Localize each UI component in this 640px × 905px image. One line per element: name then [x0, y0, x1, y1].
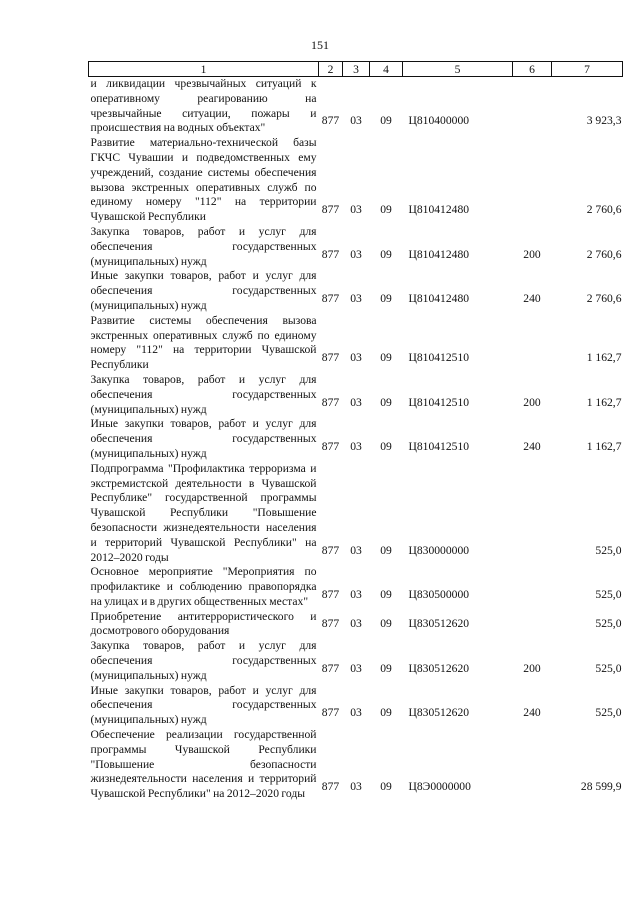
row-ministry-code: 877 — [321, 114, 340, 128]
row-subsection-code: 09 — [380, 351, 392, 365]
row-section-code: 03 — [350, 203, 362, 217]
row-expense-type — [513, 565, 552, 609]
table-row — [89, 639, 623, 683]
row-subsection-code: 09 — [380, 706, 392, 720]
row-amount: 525,0 — [595, 661, 622, 675]
column-header: 3 — [343, 62, 370, 77]
row-subsection-code: 09 — [380, 661, 392, 675]
row-description: Подпрограмма "Профилактика терроризма и экстремистской деятельности в Чувашской Республике" государственной программы Чувашской Республики "Повышение безопасности жизнедеятельности населения и территорий Чувашской Республики" на 2012–2020 годы — [90, 461, 317, 564]
row-section-code: 03 — [350, 395, 362, 409]
row-subsection-code: 09 — [380, 247, 392, 261]
row-section-code: 03 — [350, 114, 362, 128]
table-row — [89, 314, 623, 373]
row-subsection-code: 09 — [380, 587, 392, 601]
row-target-article: Ц830512620 — [408, 706, 470, 720]
row-description: Основное мероприятие "Мероприятия по профилактике и соблюдению правопорядка на улицах и в других общественных местах" — [90, 565, 317, 608]
table-row — [89, 565, 623, 609]
header-row — [89, 62, 623, 77]
table-row — [89, 684, 623, 728]
row-subsection-code: 09 — [380, 395, 392, 409]
row-section-code: 03 — [350, 247, 362, 261]
table-row — [89, 462, 623, 566]
row-target-article: Ц8Э0000000 — [408, 780, 471, 794]
row-subsection-code: 09 — [380, 543, 392, 557]
row-ministry-code: 877 — [321, 543, 340, 557]
row-expense-type: 200 — [523, 395, 541, 409]
table-row — [89, 77, 623, 137]
row-ministry-code: 877 — [321, 203, 340, 217]
row-subsection-code: 09 — [380, 617, 392, 631]
row-section-code: 03 — [350, 587, 362, 601]
row-expense-type — [513, 136, 552, 225]
row-target-article: Ц810412480 — [408, 247, 470, 261]
row-section-code: 03 — [350, 351, 362, 365]
row-section-code: 03 — [350, 291, 362, 305]
row-subsection-code: 09 — [380, 203, 392, 217]
row-amount: 2 760,6 — [586, 203, 622, 217]
table-row — [89, 373, 623, 417]
column-header: 6 — [513, 62, 552, 77]
row-target-article: Ц830000000 — [408, 543, 470, 557]
row-amount: 1 162,7 — [586, 395, 622, 409]
row-section-code: 03 — [350, 543, 362, 557]
row-amount: 2 760,6 — [586, 291, 622, 305]
row-target-article: Ц810412480 — [408, 203, 470, 217]
row-target-article: Ц810412510 — [408, 351, 470, 365]
table-row — [89, 417, 623, 461]
row-expense-type: 240 — [523, 439, 541, 453]
row-description: Приобретение антитеррористического и досмотрового оборудования — [90, 609, 317, 638]
row-amount: 525,0 — [595, 543, 622, 557]
row-expense-type: 200 — [523, 661, 541, 675]
row-expense-type: 240 — [523, 706, 541, 720]
row-ministry-code: 877 — [321, 291, 340, 305]
row-expense-type — [513, 728, 552, 802]
row-ministry-code: 877 — [321, 351, 340, 365]
row-ministry-code: 877 — [321, 706, 340, 720]
row-target-article: Ц830512620 — [408, 617, 470, 631]
row-description: Закупка товаров, работ и услуг для обеспечения государственных (муниципальных) нужд — [90, 639, 317, 682]
row-description: и ликвидации чрезвычайных ситуаций к оперативному реагированию на чрезвычайные ситуации, пожары и происшествия на водных объектах" — [90, 77, 317, 135]
row-target-article: Ц810412480 — [408, 291, 470, 305]
row-description: Развитие системы обеспечения вызова экстренных оперативных служб по единому номеру "112" на территории Чувашской Республики — [90, 313, 317, 372]
row-expense-type: 200 — [523, 247, 541, 261]
row-target-article: Ц810400000 — [408, 114, 470, 128]
column-header: 2 — [319, 62, 343, 77]
row-target-article: Ц810412510 — [408, 395, 470, 409]
table-row — [89, 610, 623, 640]
row-expense-type — [513, 610, 552, 640]
table-row — [89, 728, 623, 802]
row-amount: 3 923,3 — [586, 114, 622, 128]
column-header: 5 — [403, 62, 513, 77]
row-target-article: Ц810412510 — [408, 439, 470, 453]
row-section-code: 03 — [350, 661, 362, 675]
row-subsection-code: 09 — [380, 114, 392, 128]
row-ministry-code: 877 — [321, 661, 340, 675]
row-amount: 525,0 — [595, 587, 622, 601]
row-description: Обеспечение реализации государственной программы Чувашской Республики "Повышение безопасности жизнедеятельности населения и территорий Чувашской Республики" на 2012–2020 годы — [90, 728, 317, 801]
row-subsection-code: 09 — [380, 439, 392, 453]
row-amount: 1 162,7 — [586, 351, 622, 365]
row-expense-type: 240 — [523, 291, 541, 305]
row-target-article: Ц830500000 — [408, 587, 470, 601]
row-amount: 28 599,9 — [580, 780, 622, 794]
row-ministry-code: 877 — [321, 780, 340, 794]
row-ministry-code: 877 — [321, 617, 340, 631]
column-header: 1 — [89, 62, 319, 77]
row-description: Закупка товаров, работ и услуг для обеспечения государственных (муниципальных) нужд — [90, 224, 317, 268]
row-expense-type — [513, 314, 552, 373]
row-ministry-code: 877 — [321, 247, 340, 261]
row-description: Иные закупки товаров, работ и услуг для обеспечения государственных (муниципальных) нужд — [90, 269, 317, 312]
row-amount: 2 760,6 — [586, 247, 622, 261]
row-section-code: 03 — [350, 439, 362, 453]
row-ministry-code: 877 — [321, 395, 340, 409]
row-subsection-code: 09 — [380, 780, 392, 794]
row-description: Закупка товаров, работ и услуг для обеспечения государственных (муниципальных) нужд — [90, 372, 317, 416]
row-ministry-code: 877 — [321, 587, 340, 601]
row-section-code: 03 — [350, 706, 362, 720]
row-description: Иные закупки товаров, работ и услуг для обеспечения государственных (муниципальных) нужд — [90, 417, 317, 460]
row-section-code: 03 — [350, 780, 362, 794]
row-ministry-code: 877 — [321, 439, 340, 453]
row-description: Развитие материально-технической базы ГКЧС Чувашии и подведомственных ему учреждений, создание системы обеспечения вызова экстренных оперативных служб по единому номеру "112" на территории Чувашской Республики — [90, 136, 317, 224]
row-amount: 525,0 — [595, 617, 622, 631]
row-section-code: 03 — [350, 617, 362, 631]
row-expense-type — [513, 462, 552, 566]
page-number: 151 — [311, 38, 329, 52]
column-header: 7 — [552, 62, 623, 77]
row-amount: 1 162,7 — [586, 439, 622, 453]
row-expense-type — [513, 77, 552, 137]
budget-table — [88, 61, 623, 802]
row-subsection-code: 09 — [380, 291, 392, 305]
column-header: 4 — [370, 62, 403, 77]
table-row — [89, 225, 623, 269]
table-row — [89, 136, 623, 225]
table-row — [89, 269, 623, 313]
row-amount: 525,0 — [595, 706, 622, 720]
row-target-article: Ц830512620 — [408, 661, 470, 675]
row-description: Иные закупки товаров, работ и услуг для обеспечения государственных (муниципальных) нужд — [90, 683, 317, 727]
